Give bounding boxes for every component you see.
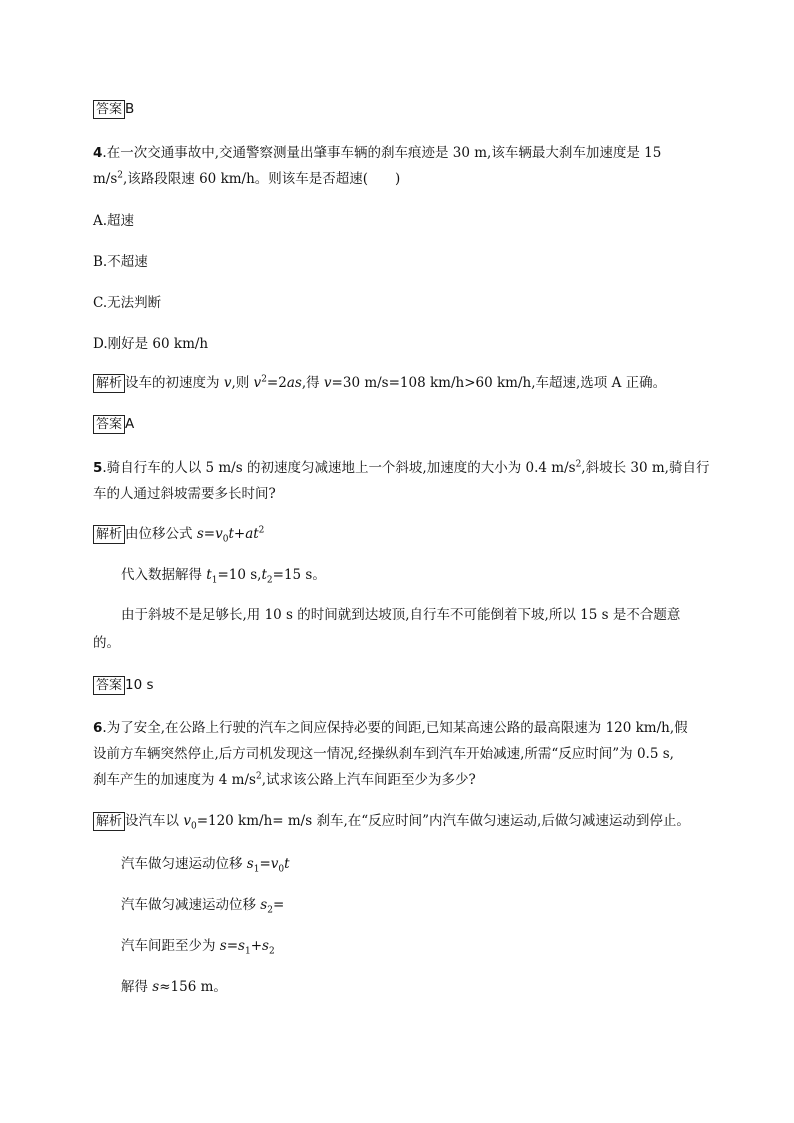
q5-var-at: at — [245, 526, 259, 542]
analysis-tag: 解析 — [93, 812, 125, 831]
q6-analysis-3: 汽车做匀减速运动位移 — [121, 897, 261, 913]
q6-analysis-5b: ≈156 m。 — [159, 979, 227, 995]
q6-var-s-final: s — [152, 979, 160, 995]
q6-sub1: 1 — [253, 864, 260, 875]
q6-var-s1b: s — [238, 938, 245, 954]
q4-analysis-e: =30 m/s=108 km/h>60 km/h,车超速,选项 A 正确。 — [331, 375, 667, 391]
q5-analysis-line-4: 的。 — [93, 635, 120, 651]
answer-tag: 答案 — [93, 415, 125, 434]
q6-analysis-line-2 — [121, 855, 290, 873]
q5-analysis-2a: 代入数据解得 — [121, 567, 207, 583]
q6-analysis-1b: =120 km/h= m/s 刹车,在“反应时间”内汽车做匀速运动,后做匀减速运动到停止。 — [196, 813, 690, 829]
q4-question-line-2 — [93, 170, 400, 188]
q4-analysis-line — [93, 374, 666, 393]
q6-sub0b: 0 — [278, 864, 285, 875]
q4-analysis-d: ,得 — [301, 375, 324, 391]
q4-var-as: as — [286, 375, 302, 391]
q6-analysis-2: 汽车做匀速运动位移 — [121, 856, 247, 872]
q6-eq3: = — [226, 938, 239, 954]
q5-analysis-2c: =15 s。 — [272, 567, 326, 583]
q4-analysis-a: 设车的初速度为 — [125, 375, 224, 391]
q6-var-s: s — [219, 938, 227, 954]
q5-var-v: v — [215, 526, 223, 542]
q4-var-v2: v — [253, 375, 262, 391]
q5-var-t: t — [228, 526, 234, 542]
q4-number: 4 — [93, 145, 103, 161]
q5-var-t2: t — [261, 567, 267, 583]
answer-tag: 答案 — [93, 100, 125, 119]
q6-eq2: = — [272, 897, 285, 913]
q4-option-a: A.超速 — [93, 213, 135, 229]
q4-text-2b: ,该路段限速 60 km/h。则该车是否超速( ) — [123, 171, 401, 187]
q4-analysis-sup: 2 — [261, 374, 267, 385]
q6-var-t: t — [284, 856, 290, 872]
q6-superscript: 2 — [255, 771, 262, 782]
q6-text-3a: 刹车产生的加速度为 4 m/s — [93, 772, 256, 788]
q6-analysis-line-5 — [121, 978, 227, 996]
q6-sub2: 2 — [267, 905, 273, 916]
analysis-tag: 解析 — [93, 374, 125, 393]
q4-answer-value: A — [125, 416, 135, 432]
q6-plus: + — [250, 938, 263, 954]
q5-analysis-line-2 — [121, 566, 326, 584]
q4-question-line-1 — [93, 144, 661, 162]
q6-analysis-1a: 设汽车以 — [125, 813, 184, 829]
q6-sub2b: 2 — [268, 946, 275, 957]
analysis-tag: 解析 — [93, 525, 125, 544]
q6-analysis-line-4 — [121, 937, 275, 955]
q5-var-t1: t — [206, 567, 212, 583]
q4-superscript: 2 — [117, 170, 124, 181]
q6-analysis-line-1 — [93, 812, 690, 831]
q6-var-s1: s — [246, 856, 254, 872]
q6-question-line-2: 设前方车辆突然停止,后方司机发现这一情况,经操纵刹车到汽车开始减速,所需“反应时间”为 0.5 s, — [93, 746, 674, 762]
q5-superscript: 2 — [575, 459, 582, 470]
answer-tag: 答案 — [93, 676, 125, 695]
q5-sub1: 1 — [211, 575, 218, 586]
q6-analysis-line-3 — [121, 896, 284, 914]
q5-question-line-2: 车的人通过斜坡需要多长时间? — [93, 486, 276, 502]
q4-text-1: .在一次交通事故中,交通警察测量出肇事车辆的刹车痕迹是 30 m,该车辆最大刹车加速度是 15 — [102, 145, 662, 161]
q5-answer-line — [93, 676, 154, 695]
q6-analysis-5a: 解得 — [121, 979, 153, 995]
q6-var-s2: s — [260, 897, 268, 913]
q5-plus: + — [233, 526, 246, 542]
q3-answer-line — [93, 100, 134, 119]
q6-sub1b: 1 — [244, 946, 251, 957]
q4-option-b: B.不超速 — [93, 254, 148, 270]
q5-analysis-line-1 — [93, 525, 264, 544]
q5-question-line-1 — [93, 459, 709, 477]
q6-number: 6 — [93, 720, 103, 736]
q4-text-2a: m/s — [93, 171, 118, 187]
q6-question-line-3 — [93, 771, 476, 789]
q5-analysis-1a: 由位移公式 — [125, 526, 197, 542]
q4-analysis-c: =2 — [266, 375, 287, 391]
q5-text-1b: ,斜坡长 30 m,骑自行 — [581, 460, 710, 476]
q6-text-1: .为了安全,在公路上行驶的汽车之间应保持必要的间距,已知某高速公路的最高限速为 120 km/h,假 — [102, 720, 688, 736]
q6-question-line-1 — [93, 719, 688, 737]
q4-answer-line — [93, 415, 134, 434]
q5-analysis-2b: =10 s, — [217, 567, 262, 583]
q6-sub0: 0 — [190, 821, 197, 832]
q6-var-s2b: s — [262, 938, 269, 954]
q6-eq1: = — [259, 856, 271, 872]
q6-var-v: v — [183, 813, 191, 829]
q5-var-s: s — [196, 526, 204, 542]
q5-sup: 2 — [258, 525, 265, 536]
q5-eq: = — [203, 526, 216, 542]
q5-number: 5 — [93, 460, 103, 476]
q4-var-v3: v — [323, 375, 332, 391]
q6-analysis-4a: 汽车间距至少为 — [121, 938, 220, 954]
q6-var-v0: v — [270, 856, 279, 872]
q5-text-1a: .骑自行车的人以 5 m/s 的初速度匀减速地上一个斜坡,加速度的大小为 0.4 m/s — [102, 460, 576, 476]
q5-analysis-line-3: 由于斜坡不是足够长,用 10 s 的时间就到达坡顶,自行车不可能倒着下坡,所以 15 s 是不合题意 — [121, 607, 681, 623]
q5-answer-value: 10 s — [125, 677, 154, 693]
q4-analysis-b: ,则 — [231, 375, 254, 391]
q5-sub2: 2 — [266, 575, 273, 586]
q6-text-3b: ,试求该公路上汽车间距至少为多少? — [261, 772, 476, 788]
q3-answer-value: B — [125, 101, 135, 117]
q4-option-d: D.刚好是 60 km/h — [93, 336, 209, 352]
q4-var-v1: v — [223, 375, 232, 391]
q4-option-c: C.无法判断 — [93, 295, 162, 311]
q5-sub0: 0 — [222, 534, 229, 545]
